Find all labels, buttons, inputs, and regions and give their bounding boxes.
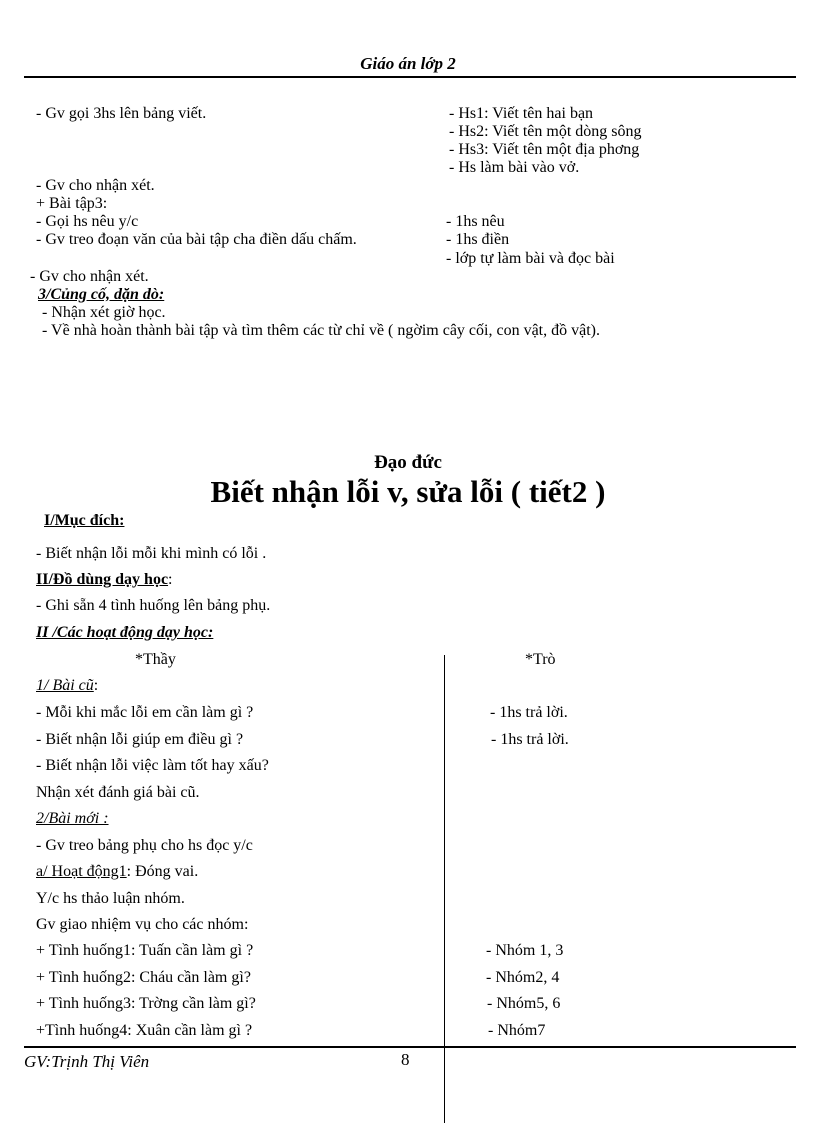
top-left-line-5: - Gv treo đoạn văn của bài tập cha điền dấu chấm. (36, 231, 357, 248)
top-left-line-9: - Về nhà hoàn thành bài tập và tìm thêm các từ chỉ về ( ngờim cây cối, con vật, đồ vật). (42, 322, 600, 339)
teacher-line-10: Gv giao nhiệm vụ cho các nhóm: (36, 916, 249, 933)
activity1-heading: a/ Hoạt động1 (36, 863, 127, 880)
header-rule (24, 76, 796, 78)
top-left-line-8: - Nhận xét giờ học. (42, 304, 166, 321)
top-left-line-6: - Gv cho nhận xét. (30, 268, 149, 285)
activity1-line (36, 863, 198, 881)
top-right-line-7: - lớp tự làm bài và đọc bài (446, 250, 615, 267)
activities-heading: II /Các hoạt động dạy học: (36, 624, 214, 641)
column-header-teacher: *Thầy (135, 651, 176, 668)
teacher-line-7: - Gv treo bảng phụ cho hs đọc y/c (36, 837, 253, 854)
top-left-line-2: - Gv cho nhận xét. (36, 177, 155, 194)
teacher-line-3: - Biết nhận lỗi giúp em điều gì ? (36, 731, 244, 748)
student-line-1: - 1hs trả lời. (490, 704, 568, 721)
page-number: 8 (401, 1050, 410, 1069)
footer-teacher-name: GV:Trịnh Thị Viên (24, 1052, 150, 1071)
top-right-line-1: - Hs1: Viết tên hai bạn (449, 105, 594, 122)
old-lesson-heading: 1/ Bài cũ (36, 677, 94, 694)
top-left-line-4: - Gọi hs nêu y/c (36, 213, 139, 230)
teacher-line-2: - Mỗi khi mắc lỗi em cần làm gì ? (36, 704, 254, 721)
materials-text: - Ghi sẵn 4 tình huống lên bảng phụ. (36, 597, 271, 614)
materials-heading: II/Đồ dùng dạy học (36, 571, 169, 588)
materials-heading-line (36, 571, 173, 589)
page-header-title: Giáo án lớp 2 (360, 54, 456, 73)
lesson-title: Biết nhận lỗi v, sửa lỗi ( tiết2 ) (210, 474, 606, 509)
teacher-line-11: + Tình huống1: Tuấn cần làm gì ? (36, 942, 254, 959)
top-left-line-3: + Bài tập3: (36, 195, 108, 212)
teacher-line-9: Y/c hs thảo luận nhóm. (36, 890, 185, 907)
student-line-5: - Nhóm5, 6 (487, 995, 561, 1012)
footer-rule (24, 1046, 796, 1048)
old-lesson-colon: : (93, 677, 99, 694)
top-right-line-2: - Hs2: Viết tên một dòng sông (449, 123, 642, 140)
column-divider (444, 655, 445, 1123)
student-line-3: - Nhóm 1, 3 (486, 942, 564, 959)
teacher-line-14: +Tình huống4: Xuân cần làm gì ? (36, 1022, 253, 1039)
purpose-text: - Biết nhận lỗi mỗi khi mình có lỗi . (36, 545, 267, 562)
student-line-2: - 1hs trả lời. (491, 731, 569, 748)
top-right-line-5: - 1hs nêu (446, 213, 505, 230)
student-line-6: - Nhóm7 (488, 1022, 546, 1039)
top-left-line-1: - Gv gọi 3hs lên bảng viết. (36, 105, 207, 122)
purpose-heading: I/Mục đích: (44, 512, 125, 529)
materials-colon: : (168, 571, 173, 588)
top-right-line-4: - Hs làm bài vào vở. (449, 159, 580, 176)
new-lesson-heading: 2/Bài mới : (36, 810, 109, 827)
consolidation-heading: 3/Củng cố, dặn dò: (38, 286, 165, 303)
teacher-line-4: - Biết nhận lỗi việc làm tốt hay xấu? (36, 757, 269, 774)
teacher-line-12: + Tình huống2: Cháu cần làm gì? (36, 969, 251, 986)
teacher-line-13: + Tình huống3: Trờng cần làm gì? (36, 995, 256, 1012)
column-header-student: *Trò (525, 651, 556, 668)
subject-heading: Đạo đức (374, 452, 442, 473)
top-right-line-6: - 1hs điền (446, 231, 510, 248)
activity1-rest: : Đóng vai. (126, 863, 199, 880)
teacher-line-5: Nhận xét đánh giá bài cũ. (36, 784, 200, 801)
student-line-4: - Nhóm2, 4 (486, 969, 560, 986)
old-lesson-heading-line (36, 677, 98, 695)
top-right-line-3: - Hs3: Viết tên một địa phơng (449, 141, 640, 158)
